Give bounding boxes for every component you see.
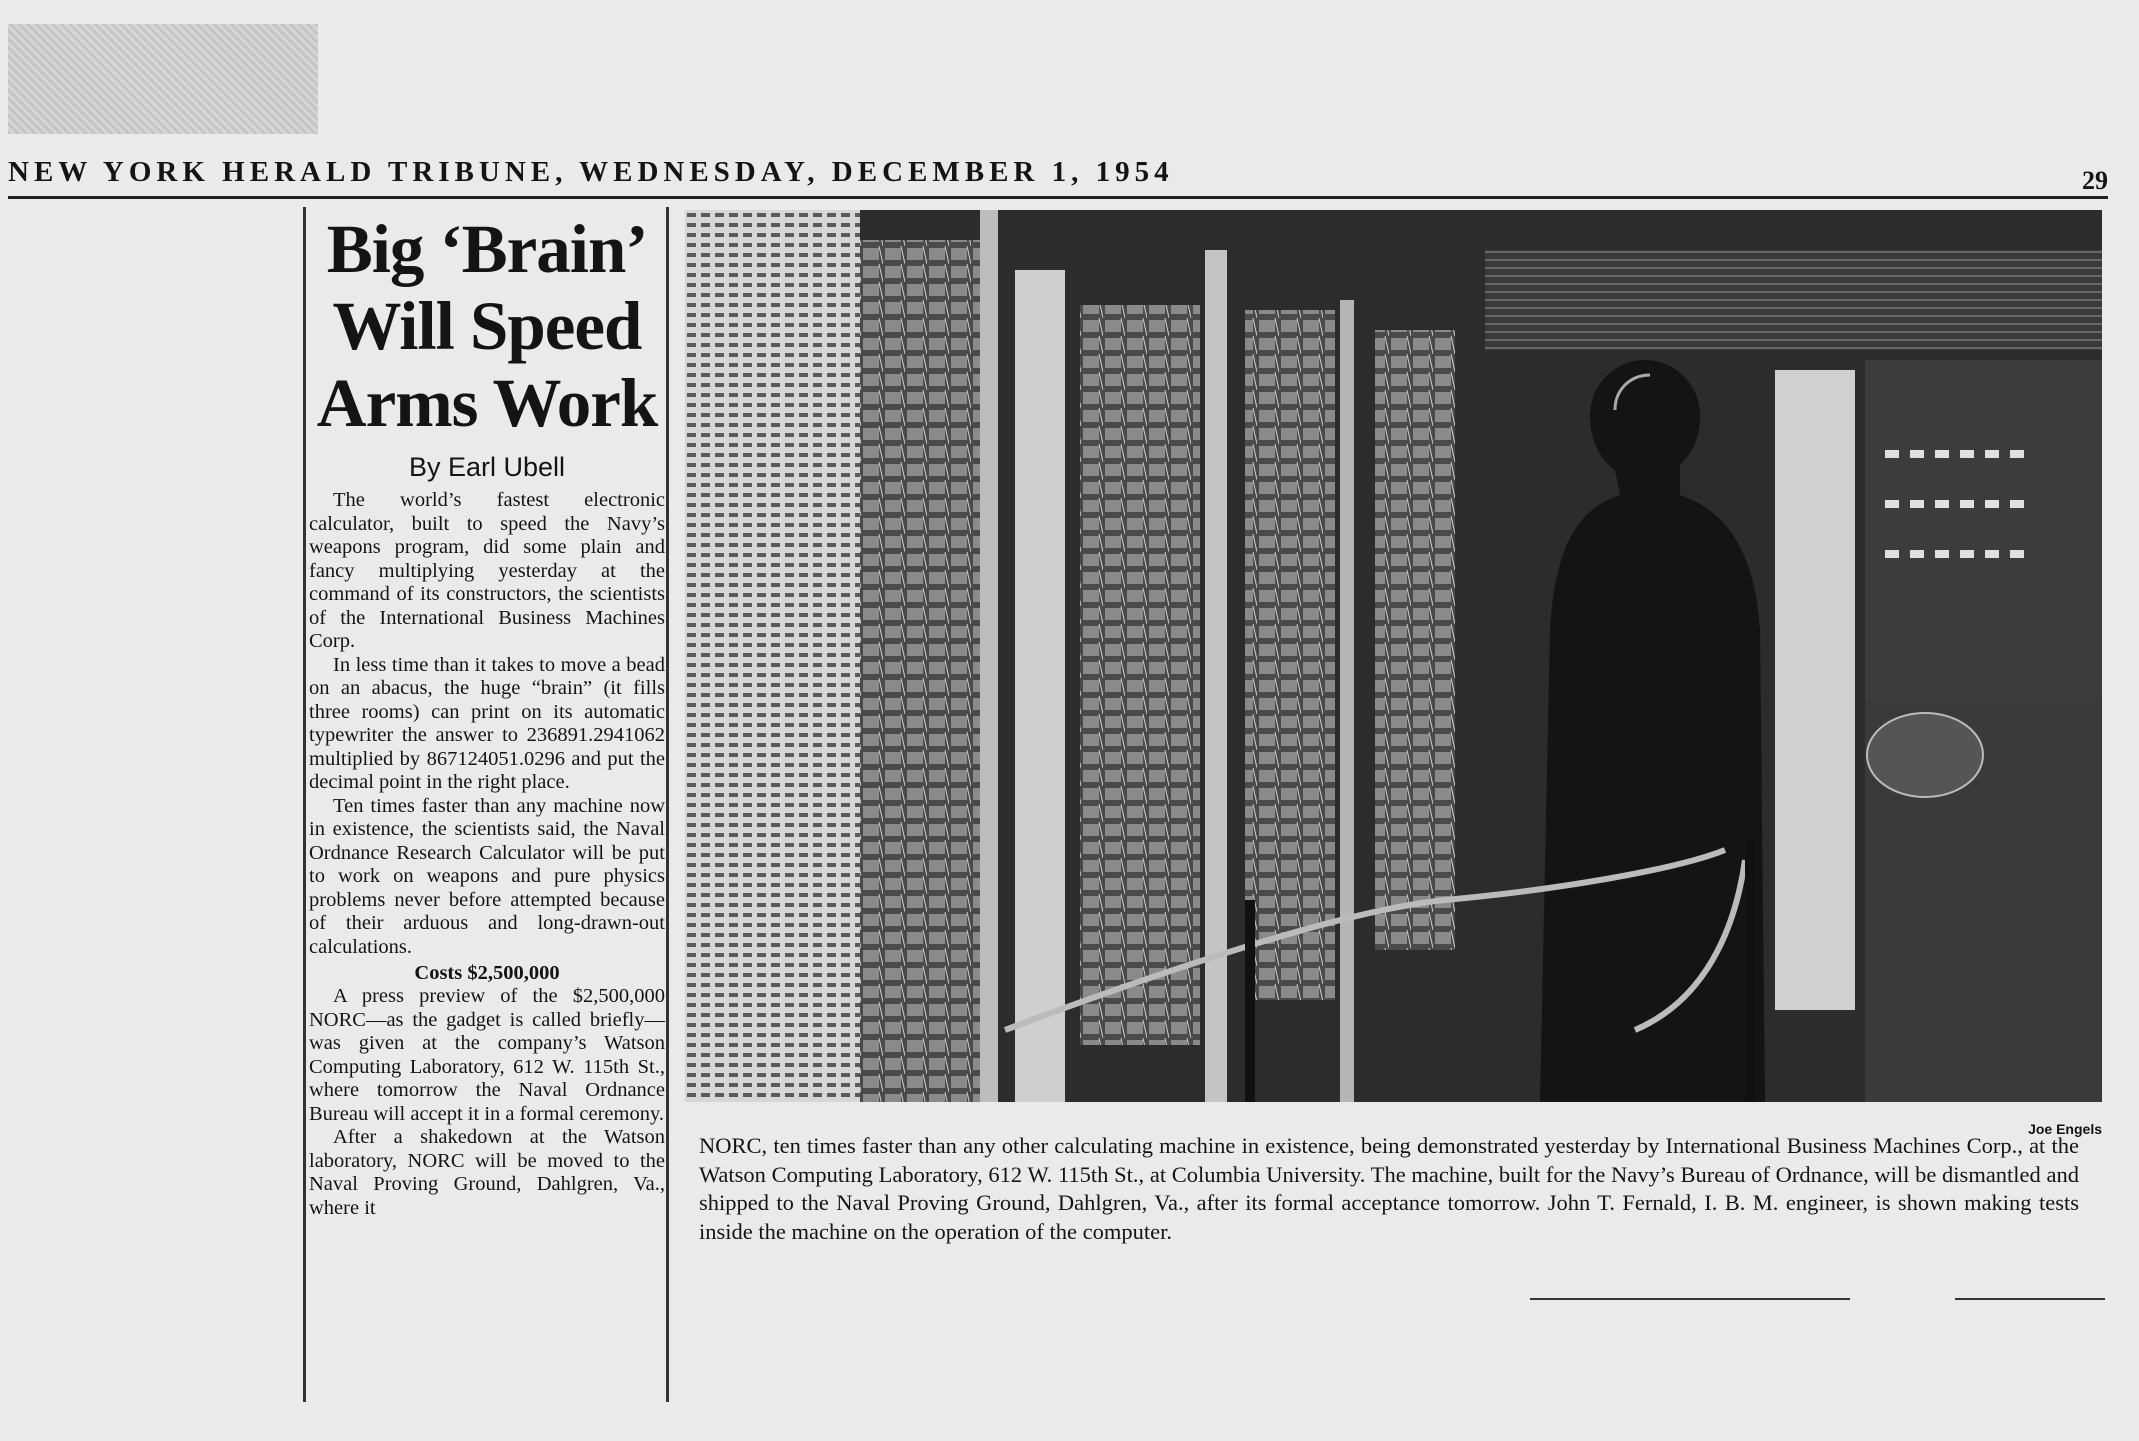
norc-photo bbox=[685, 210, 2102, 1102]
scan-smudge bbox=[8, 24, 318, 134]
masthead bbox=[8, 152, 2108, 199]
article-paragraph: Ten times faster than any machine now in existence, the scientists said, the Naval Ordnance Research Calculator will be put to work on weapons and pure physics problems never before attempted because of their arduous and long-drawn-out calculations. bbox=[309, 794, 665, 958]
byline: By Earl Ubell bbox=[408, 452, 566, 482]
photo-caption: NORC, ten times faster than any other calculating machine in existence, being demonstrated yesterday by International Business Machines Corp., at the Watson Computing Laboratory, 612 W. 115th St., at Columbia University. The machine, built for the Navy’s Bureau of Ordnance, will be dismantled and shipped to the Naval Proving Ground, Dahlgren, Va., after its formal acceptance tomorrow. John T. Fernald, I. B. M. engineer, is shown making tests inside the machine on the operation of the computer. bbox=[699, 1133, 2079, 1244]
caption-rule bbox=[1530, 1298, 1850, 1300]
headline-line: Arms Work bbox=[316, 365, 658, 441]
page-number: 29 bbox=[2082, 166, 2108, 195]
column-rule-middle bbox=[666, 207, 669, 1402]
photo-credit: Joe Engels bbox=[2028, 1121, 2102, 1137]
norc-computer-illustration bbox=[685, 210, 2102, 1102]
caption-rule bbox=[1955, 1298, 2105, 1300]
article-column bbox=[309, 207, 665, 1220]
article-subhead: Costs $2,500,000 bbox=[414, 962, 560, 984]
masthead-title: NEW YORK HERALD TRIBUNE, WEDNESDAY, DECEMBER 1, 1954 bbox=[8, 156, 1174, 188]
column-rule-left bbox=[303, 207, 306, 1402]
headline-line: Will Speed bbox=[332, 288, 642, 364]
headline-line: Big ‘Brain’ bbox=[326, 211, 648, 287]
article-paragraph: After a shakedown at the Watson laboratory, NORC will be moved to the Naval Proving Ground, Dahlgren, Va., where it bbox=[309, 1126, 665, 1219]
article-paragraph: In less time than it takes to move a bead on an abacus, the huge “brain” (it fills three rooms) can print on its automatic typewriter the answer to 236891.2941062 multiplied by 867124051.0296 and put the decimal point in the right place. bbox=[309, 653, 665, 793]
article-paragraph: The world’s fastest electronic calculator, built to speed the Navy’s weapons program, did some plain and fancy multiplying yesterday at the command of its constructors, the scientists of the International Business Machines Corp. bbox=[309, 489, 665, 652]
headline bbox=[309, 211, 665, 442]
article-paragraph: A press preview of the $2,500,000 NORC—as the gadget is called briefly—was given at the company’s Watson Computing Laboratory, 612 W. 115th St., where tomorrow the Naval Ordnance Bureau will accept it in a formal ceremony. bbox=[309, 985, 665, 1125]
